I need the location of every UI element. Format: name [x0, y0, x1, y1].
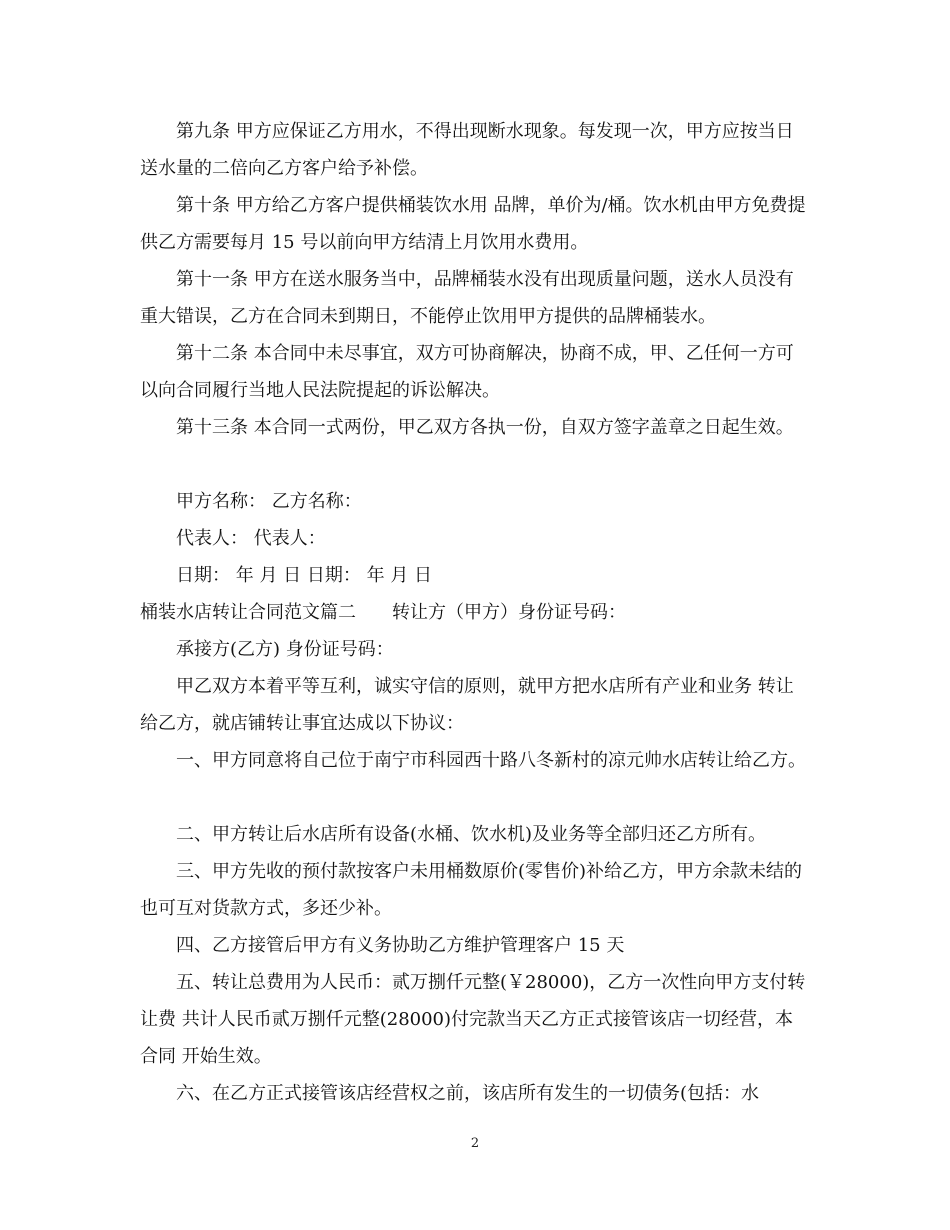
clause-11-paragraph: 第十一条 甲方在送水服务当中，品牌桶装水没有出现质量问题，送水人员没有重大错误，乙方在合同未到期日，不能停止饮用甲方提供的品牌桶装水。	[140, 269, 794, 327]
intro-paragraph: 甲乙双方本着平等互利，诚实守信的原则，就甲方把水店所有产业和业务 转让给乙方，就店铺转让事宜达成以下协议：	[140, 676, 794, 734]
signature-representatives-line: 代表人： 代表人：	[176, 528, 326, 549]
page-number: 2	[470, 1136, 480, 1151]
transfer-clause-3: 三、甲方先收的预付款按客户未用桶数原价(零售价)补给乙方，甲方余款未结的也可互对货款方式，多还少补。	[140, 861, 803, 919]
clause-9-paragraph: 第九条 甲方应保证乙方用水，不得出现断水现象。每发现一次，甲方应按当日送水量的二倍向乙方客户给予补偿。	[140, 121, 794, 179]
clause-12-paragraph: 第十二条 本合同中未尽事宜，双方可协商解决，协商不成，甲、乙任何一方可以向合同履行当地人民法院提起的诉讼解决。	[140, 343, 794, 401]
clause-10-paragraph: 第十条 甲方给乙方客户提供桶装饮水用 品牌，单价为/桶。饮水机由甲方免费提供乙方需要每月 15 号以前向甲方结清上月饮用水费用。	[140, 195, 806, 253]
transfer-clause-5: 五、转让总费用为人民币：贰万捌仟元整(￥28000)，乙方一次性向甲方支付转让费 共计人民币贰万捌仟元整(28000)付完款当天乙方正式接管该店一切经营，本合同 开始生效。	[140, 972, 806, 1067]
signature-names-line: 甲方名称： 乙方名称：	[176, 491, 362, 512]
signature-dates-line: 日期： 年 月 日 日期： 年 月 日	[176, 565, 433, 586]
transfer-clause-4: 四、乙方接管后甲方有义务协助乙方维护管理客户 15 天	[176, 935, 625, 956]
transfer-clause-6: 六、在乙方正式接管该店经营权之前，该店所有发生的一切债务(包括：水	[176, 1083, 760, 1104]
clause-13-paragraph: 第十三条 本合同一式两份，甲乙双方各执一份，自双方签字盖章之日起生效。	[176, 417, 794, 438]
transfer-clause-1: 一、甲方同意将自己位于南宁市科园西十路八冬新村的凉元帅水店转让给乙方。	[176, 750, 806, 771]
receiver-line: 承接方(乙方) 身份证号码：	[176, 639, 394, 660]
transfer-clause-2: 二、甲方转让后水店所有设备(水桶、饮水机)及业务等全部归还乙方所有。	[176, 824, 767, 845]
contract-heading-line: 桶装水店转让合同范文篇二 转让方（甲方）身份证号码：	[140, 602, 626, 623]
